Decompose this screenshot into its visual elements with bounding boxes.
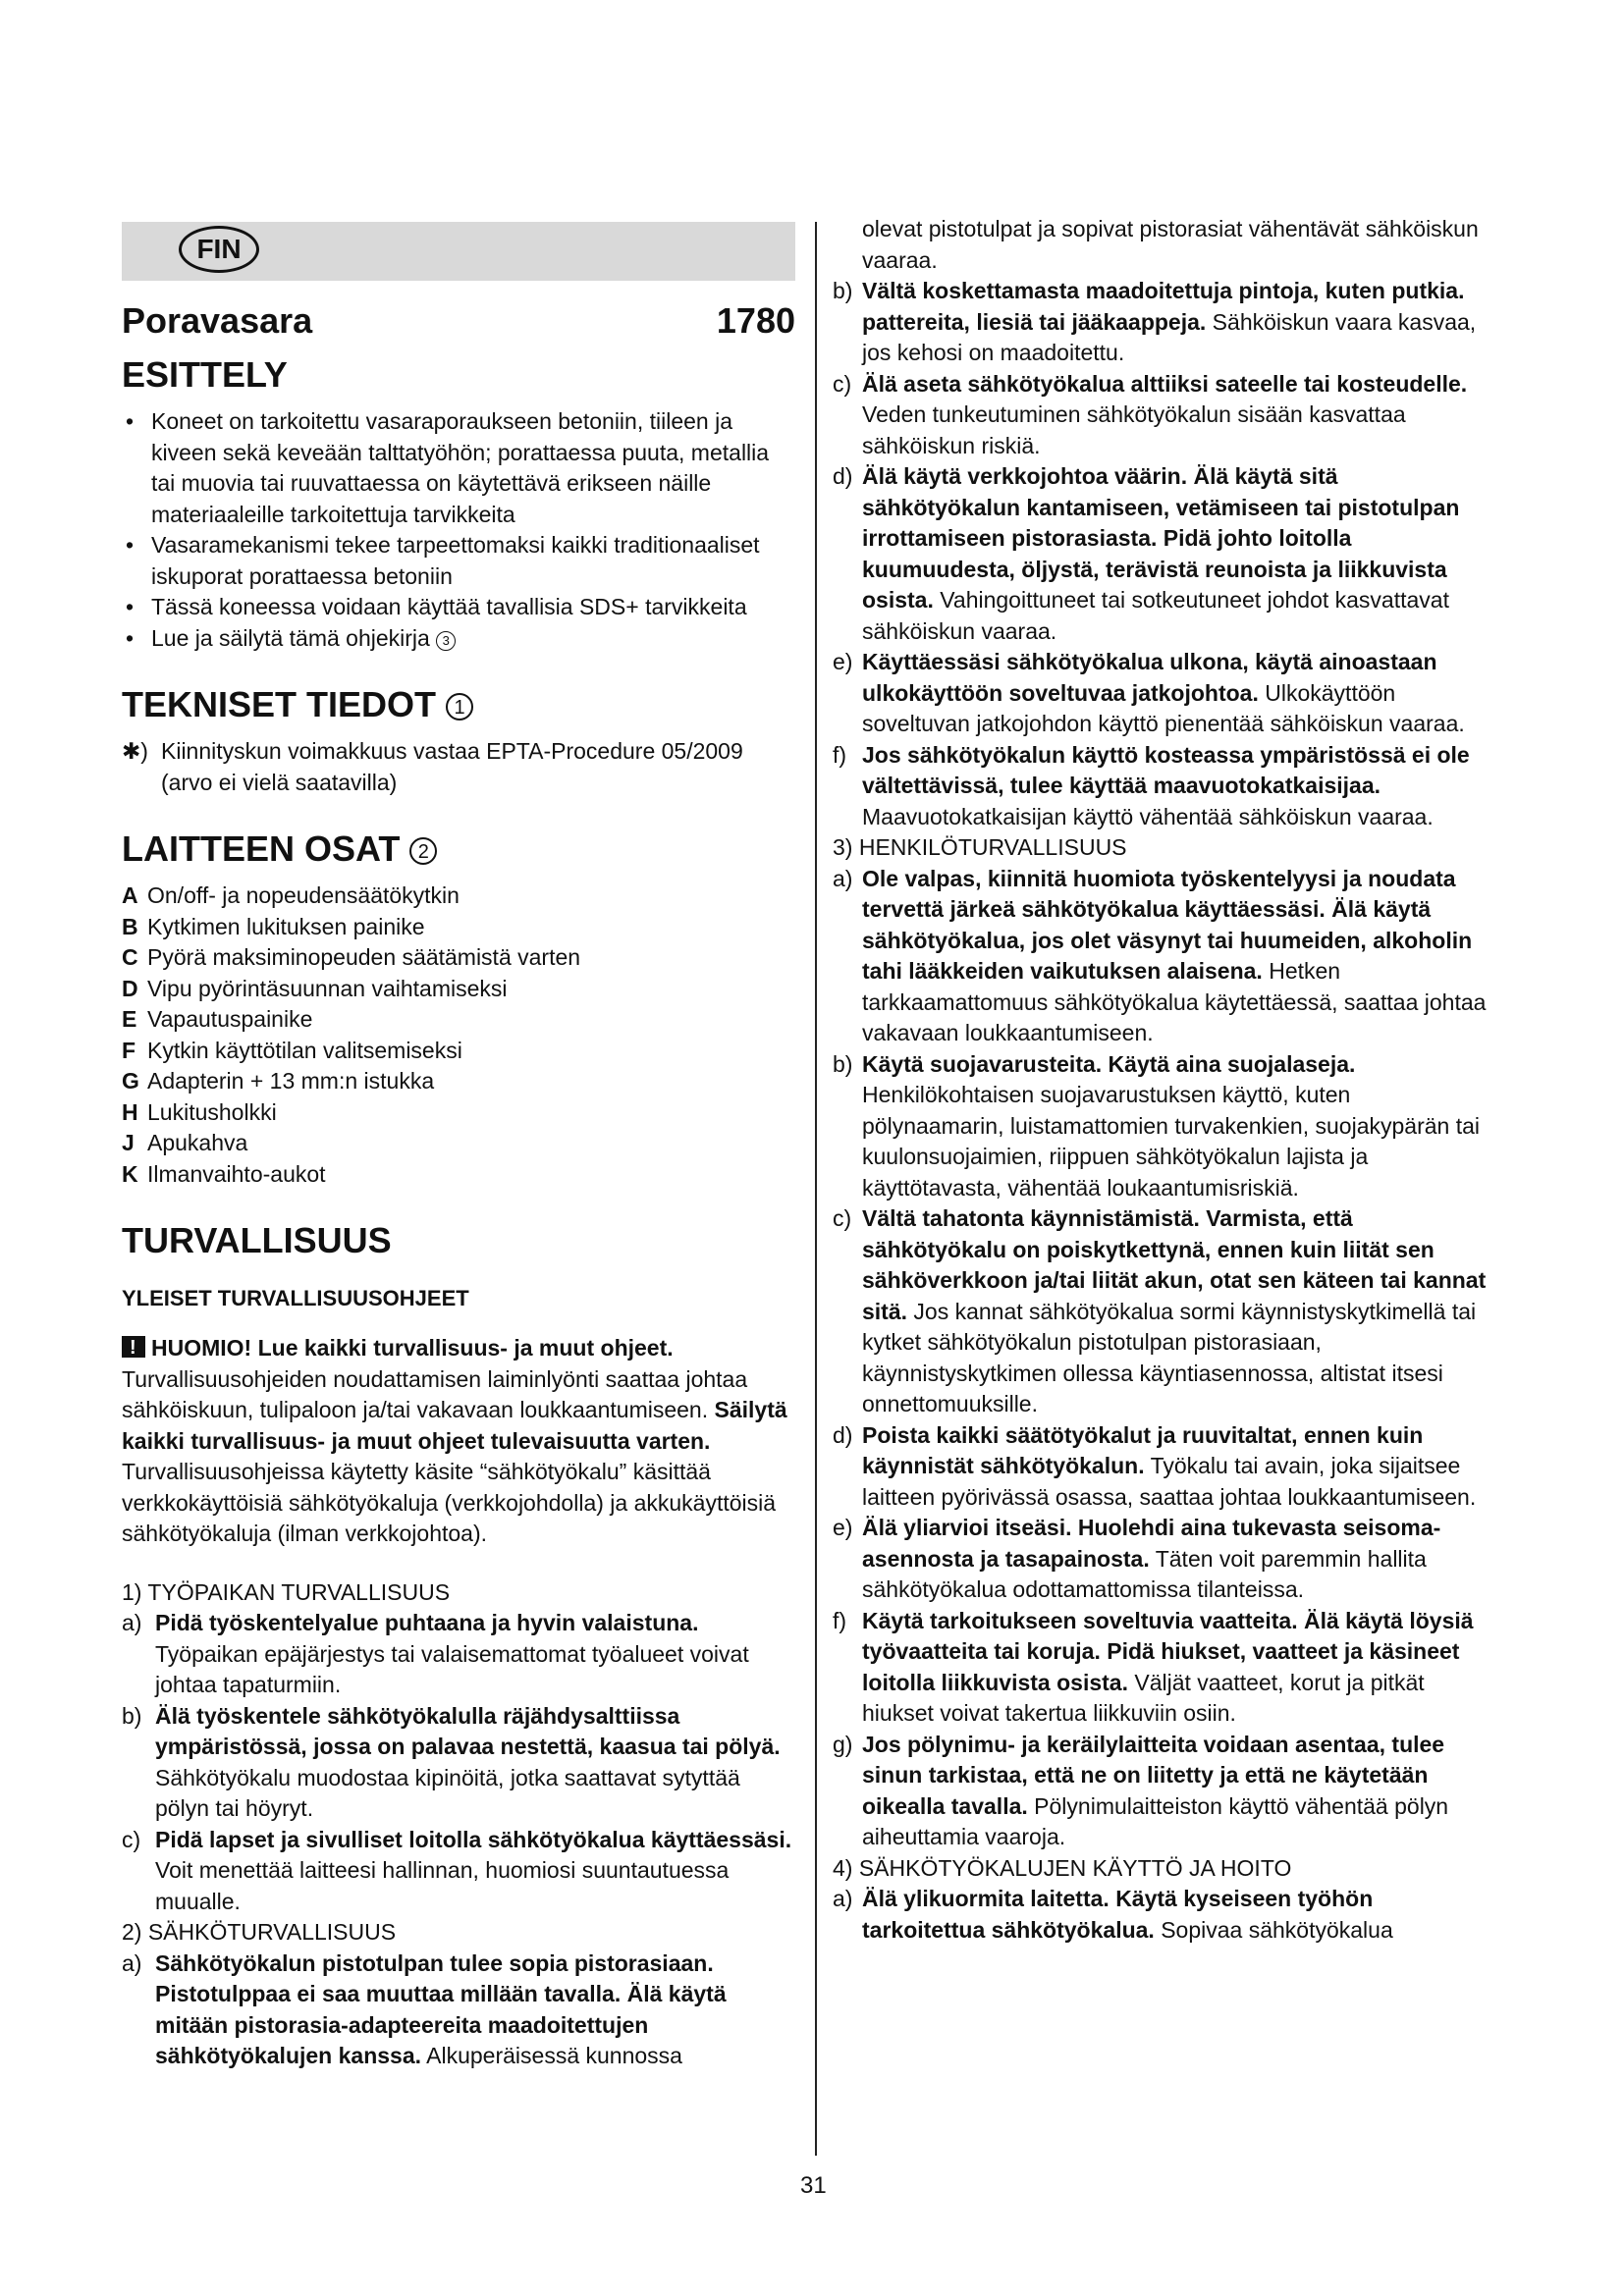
language-badge: FIN (179, 226, 259, 273)
list-item: C Pyörä maksiminopeuden säätämistä varten (122, 944, 581, 970)
specs-heading-text: TEKNISET TIEDOT (122, 684, 437, 724)
parts-heading (122, 829, 795, 869)
rule-item: a) Sähkötyökalun pistotulpan tulee sopia pistorasiaan. Pistotulppaa ei saa muuttaa millään tavalla. Älä käytä mitään pistorasia-adapteereita maadoitettujen sähkötyökalujen kanssa. Alkuperäisessä kunnossa (122, 1949, 727, 2068)
section-4-title: 4) SÄHKÖTYÖKALUJEN KÄYTTÖ JA HOITO (833, 1854, 1292, 1881)
rule-item: a) Älä ylikuormita laitetta. Käytä kyseiseen työhön tarkoitettua sähkötyökalua. Sopivaa sähkötyökalua (833, 1886, 1393, 1943)
rule-item: b) Vältä koskettamasta maadoitettuja pintoja, kuten putkia. pattereita, liesiä tai jääkaappeja. Sähköiskun vaara kasvaa, jos kehosi on maadoitettu. (833, 278, 1477, 365)
language-bar (122, 222, 795, 281)
list-item: K Ilmanvaihto-aukot (122, 1160, 326, 1187)
page-number: 31 (800, 2172, 827, 2199)
rule-item: b) Älä työskentele sähkötyökalulla räjähdysalttiissa ympäristössä, jossa on palavaa nestettä, kaasua tai pölyä. Sähkötyökalu muodostaa kipinöitä, jotka saattavat sytyttää pölyn tai höyryt. (122, 1702, 781, 1821)
list-item (122, 623, 795, 655)
list-item: F Kytkin käyttötilan valitsemiseksi (122, 1037, 462, 1063)
left-column (122, 222, 795, 2072)
specs-note-text: Kiinnityskun voimakkuus vastaa EPTA-Procedure 05/2009 (arvo ei vielä saatavilla) (161, 738, 743, 795)
rule-item: d) Älä käytä verkkojohtoa väärin. Älä käytä sitä sähkötyökalun kantamiseen, vetämiseen tai pistotulpan irrottamiseen pistorasiasta. Pidä johto loitolla kuumuudesta, öljystä, terävistä reunoista ja liikkuvista osista. Vahingoittuneet tai sotkeutuneet johdot kasvattavat sähköiskun vaaraa. (833, 463, 1460, 644)
specs-note (122, 736, 795, 798)
rule-item: a) Pidä työskentelyalue puhtaana ja hyvin valaistuna. Työpaikan epäjärjestys tai valaisemattomat työalueet voivat johtaa tapaturmiin. (122, 1610, 749, 1697)
rule-item: e) Älä yliarvioi itseäsi. Huolehdi aina tukevasta seisoma-asennosta ja tasapainosta. Täten voit paremmin hallita sähkötyökalua odottamattomissa tilanteissa. (833, 1515, 1441, 1602)
model-number: 1780 (716, 300, 795, 341)
section-3-title: 3) HENKILÖTURVALLISUUS (833, 834, 1127, 860)
rule-item: e) Käyttäessäsi sähkötyökalua ulkona, käytä ainoastaan ulkokäyttöön soveltuvaa jatkojohtoa. Ulkokäyttöön soveltuvan jatkojohdon käyttö pienentää sähköiskun vaaraa. (833, 649, 1465, 736)
section-1-title: 1) TYÖPAIKAN TURVALLISUUS (122, 1578, 451, 1605)
list-item: J Apukahva (122, 1130, 248, 1155)
list-item: D Vipu pyörintäsuunnan vaihtamiseksi (122, 975, 508, 1001)
rule-item: d) Poista kaikki säätötyökalut ja ruuvitaltat, ennen kuin käynnistät sähkötyökalun. Työkalu tai avain, joka sijaitsee laitteen pyörivässä osassa, saattaa johtaa loukkaantumiseen. (833, 1421, 1477, 1510)
intro-bullets (122, 406, 795, 654)
list-item: H Lukitusholkki (122, 1098, 277, 1125)
title-row (122, 300, 795, 342)
rule-item: c) Pidä lapset ja sivulliset loitolla sähkötyökalua käyttäessäsi. Voit menettää laitteesi hallinnan, huomiosi suuntautuessa muualle. (122, 1826, 792, 1914)
figure-ref-2: 2 (409, 837, 437, 865)
general-safety-heading: YLEISET TURVALLISUUSOHJEET (122, 1286, 469, 1310)
list-item: • Koneet on tarkoitettu vasaraporaukseen betoniin, tiileen ja kiveen sekä keveään talttatyöhön; porattaessa puuta, metallia tai muovia tai ruuvattaessa on käytettävä erikseen näille materiaaleille tarkoitettuja tarvikkeita (122, 406, 795, 530)
warning-paragraph: !HUOMIO! Lue kaikki turvallisuus- ja muut ohjeet. Turvallisuusohjeiden noudattamisen laiminlyönti saattaa johtaa sähköiskuun, tulipaloon ja/tai vakavaan loukkaantumiseen. Säilytä kaikki turvallisuus- ja muut ohjeet tulevaisuutta varten. Turvallisuusohjeissa käytetty käsite “sähkötyökalu” käsittää verkkokäyttöisiä sähkötyökaluja (verkkojohdolla) ja akkukäyttöisiä sähkötyökaluja (ilman verkkojohtoa). (122, 1333, 795, 1550)
list-item: A On/off- ja nopeudensäätökytkin (122, 882, 460, 908)
rule-item: a) Ole valpas, kiinnitä huomiota työskentelyysi ja noudata tervettä järkeä sähkötyökalua käyttäessäsi. Älä käytä sähkötyökalua, jos olet väsynyt tai huumeiden, alkoholin tahi lääkkeiden vaikutuksen alaisena. Hetken tarkkaamattomuus sähkötyökalua käytettäessä, saattaa johtaa vakavaan loukkaantumiseen. (833, 865, 1487, 1045)
warning-icon (122, 1336, 145, 1358)
list-item: G Adapterin + 13 mm:n istukka (122, 1068, 435, 1094)
safety-heading: TURVALLISUUS (122, 1220, 392, 1260)
column-divider (815, 222, 817, 2156)
intro-heading: ESITTELY (122, 354, 288, 395)
parts-list (122, 881, 795, 1190)
asterisk-icon: ✱) (122, 738, 148, 764)
product-title: Poravasara (122, 300, 313, 341)
rule-item: c) Älä aseta sähkötyökalua alttiiksi sateelle tai kosteudelle. Veden tunkeutuminen sähkötyökalun sisään kasvattaa sähköiskun riskiä. (833, 370, 1468, 458)
parts-heading-text: LAITTEEN OSAT (122, 828, 401, 869)
specs-heading (122, 685, 795, 724)
figure-ref-3: 3 (436, 631, 456, 651)
list-item-text: Lue ja säilytä tämä ohjekirja (151, 624, 430, 651)
rule-item: b) Käytä suojavarusteita. Käytä aina suojalaseja. Henkilökohtaisen suojavarustuksen käyttö, kuten pölynaamarin, luistamattomien turvakenkien, suojakypärän tai kuulonsuojaimien, riippuen sähkötyökalun lajista ja käyttötavasta, vähentää loukaantumisriskiä. (833, 1050, 1480, 1201)
rule-item: f) Jos sähkötyökalun käyttö kosteassa ympäristössä ei ole vältettävissä, tulee käyttää maavuotokatkaisijaa. Maavuotokatkaisijan käyttö vähentää sähköiskun vaaraa. (833, 741, 1470, 829)
rule-continuation: olevat pistotulpat ja sopivat pistorasiat vähentävät sähköiskun vaaraa. (862, 216, 1479, 273)
list-item: • Vasaramekanismi tekee tarpeettomaksi kaikki traditionaaliset iskuporat porattaessa betoniin (122, 530, 795, 592)
right-column (833, 214, 1489, 1946)
rule-item: f) Käytä tarkoitukseen soveltuvia vaatteita. Älä käytä löysiä työvaatteita tai koruja. Pidä hiukset, vaatteet ja käsineet loitolla liikkuvista osista. Väljät vaatteet, korut ja pitkät hiukset voivat takertua liikkuviin osiin. (833, 1607, 1474, 1726)
list-item: • Tässä koneessa voidaan käyttää tavallisia SDS+ tarvikkeita (122, 592, 795, 623)
list-item: B Kytkimen lukituksen painike (122, 913, 425, 939)
section-2-title: 2) SÄHKÖTURVALLISUUS (122, 1919, 397, 1945)
list-item: E Vapautuspainike (122, 1006, 313, 1032)
rule-item: c) Vältä tahatonta käynnistämistä. Varmista, että sähkötyökalu on poiskytkettynä, ennen kuin liität sen sähköverkkoon ja/tai liität akun, otat sen käteen tai kannat sitä. Jos kannat sähkötyökalua sormi käynnistyskytkimellä tai kytket sähkötyökalun pistotulpan pistorasiaan, käynnistyskytkimen ollessa käyntiasennossa, altistat itsesi onnettomuuksille. (833, 1205, 1487, 1416)
rule-item: g) Jos pölynimu- ja keräilylaitteita voidaan asentaa, tulee sinun tarkistaa, että ne on liitetty ja että ne käytetään oikealla tavalla. Pölynimulaitteiston käyttö vähentää pölyn aiheuttamia vaaroja. (833, 1731, 1449, 1849)
figure-ref-1: 1 (446, 693, 473, 721)
